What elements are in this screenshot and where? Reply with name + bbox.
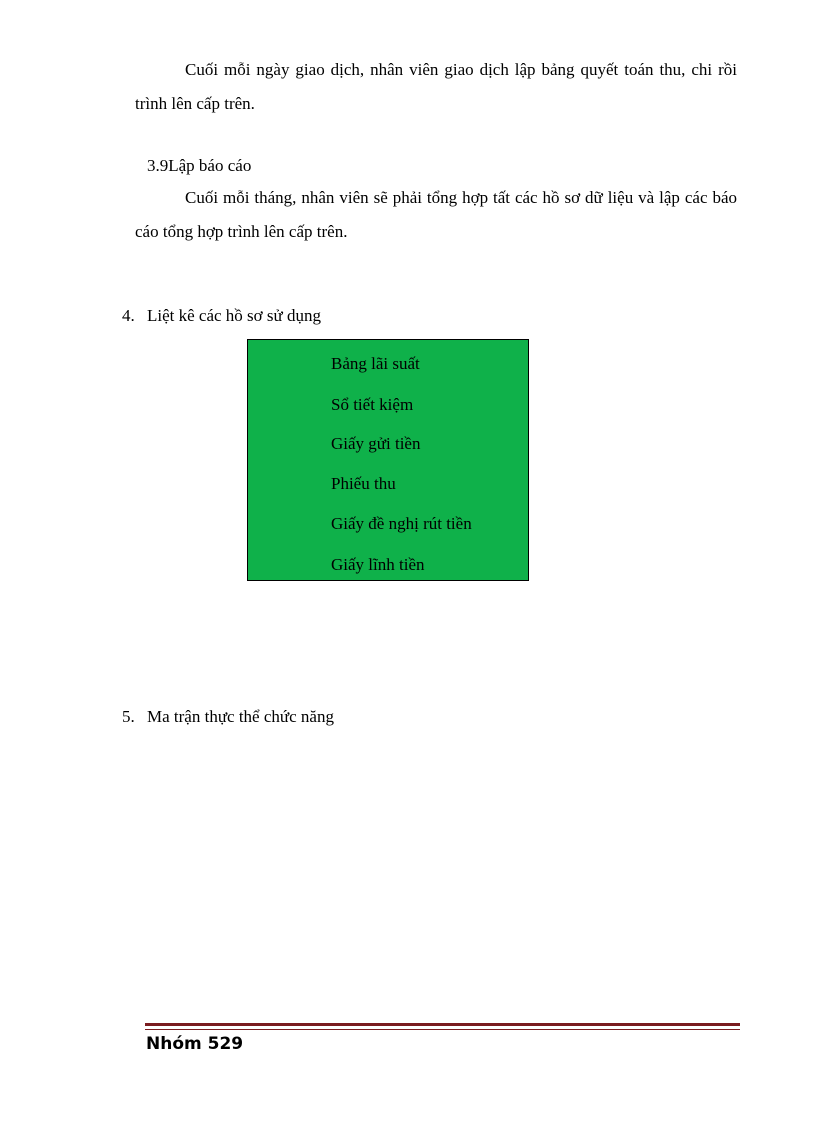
records-box bbox=[247, 339, 529, 581]
heading-section-4 bbox=[122, 305, 321, 327]
record-item: Sổ tiết kiệm bbox=[331, 395, 414, 414]
record-item: Phiếu thu bbox=[331, 474, 396, 493]
paragraph-monthly-report: Cuối mỗi tháng, nhân viên sẽ phải tổng hợp tất các hồ sơ dữ liệu và lập các báo cáo tổng hợp trình lên cấp trên. bbox=[135, 188, 737, 241]
record-item: Giấy lĩnh tiền bbox=[331, 555, 425, 574]
record-item: Bảng lãi suất bbox=[331, 354, 420, 373]
record-item: Giấy gửi tiền bbox=[331, 434, 421, 453]
section-4-title: Liệt kê các hồ sơ sử dụng bbox=[147, 306, 321, 325]
section-5-title: Ma trận thực thể chức năng bbox=[147, 707, 334, 726]
section-4-number: 4. bbox=[122, 306, 135, 325]
heading-3-9: 3.9Lập báo cáo bbox=[147, 156, 252, 175]
paragraph-daily-settlement: Cuối mỗi ngày giao dịch, nhân viên giao dịch lập bảng quyết toán thu, chi rồi trình lên cấp trên. bbox=[135, 60, 737, 113]
heading-section-5 bbox=[122, 706, 334, 728]
footer-group-label: Nhóm 529 bbox=[146, 1034, 244, 1054]
record-item: Giấy đề nghị rút tiền bbox=[331, 514, 472, 533]
section-5-number: 5. bbox=[122, 707, 135, 726]
footer-rule bbox=[145, 1023, 740, 1030]
